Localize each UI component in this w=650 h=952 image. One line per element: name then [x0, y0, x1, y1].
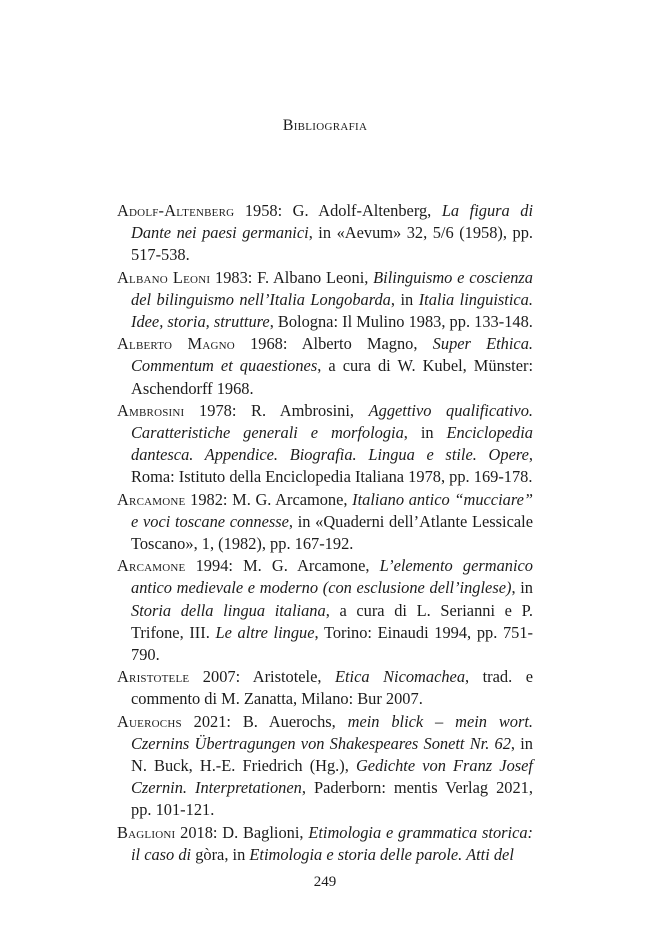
entry-text: , in	[511, 578, 533, 598]
entry-author-key: Auerochs	[117, 711, 182, 731]
entry-title-italic: Gedichte von Franz Josef Czernin. Interpretationen	[131, 756, 533, 798]
entry-text: , a cura di W. Kubel, Münster: Aschendorff 1968.	[131, 356, 533, 398]
entry-title-italic: La figura di Dante nei paesi germanici	[131, 201, 533, 243]
entry-title-italic: Etimologia e storia delle parole. Atti del	[249, 844, 514, 864]
entry-text: 1983: F. Albano Leoni,	[210, 267, 374, 287]
entry-text: 1978: R. Ambrosini,	[184, 400, 369, 420]
entry-text: , in	[403, 423, 447, 443]
entry-author-key: Arcamone	[117, 489, 186, 509]
page-number: 249	[313, 874, 337, 890]
entry-title-italic: Etica Nicomachea	[334, 667, 466, 687]
entry-author-key: Aristotele	[117, 667, 190, 687]
entry-text: , in «Aevum» 32, 5/6 (1958), pp. 517-538.	[131, 223, 533, 265]
entry-text: gòra, in	[191, 844, 250, 864]
bibliography-entry-arcamone1982	[117, 489, 533, 556]
entry-text: , in N. Buck, H.-E. Friedrich (Hg.),	[131, 733, 533, 776]
entry-text: , a cura di L. Serianni e P. Trifone, III.	[131, 600, 533, 642]
bibliography-entry-arcamone1994	[117, 555, 533, 666]
running-header: Bibliografia	[282, 117, 368, 134]
entry-author-key: Ambrosini	[117, 400, 185, 420]
entry-text: 1994: M. G. Arcamone,	[185, 556, 380, 576]
entry-author-key: Alberto Magno	[117, 334, 235, 354]
entry-title-italic: Bilinguismo e coscienza del bilinguismo nell’Italia Longobarda	[131, 267, 533, 309]
entry-author-key: Baglioni	[117, 822, 176, 842]
bibliography-entry-auerochs	[117, 711, 533, 822]
entry-text: 1982: M. G. Arcamone,	[185, 489, 353, 509]
entry-text: 2021: B. Auerochs,	[181, 711, 348, 731]
entry-title-italic: Italiano antico “mucciare” e voci toscane connesse	[131, 489, 533, 531]
entry-title-italic: Super Ethica. Commentum et quaestiones	[131, 334, 533, 376]
entry-text: , Torino: Einaudi 1994, pp. 751-790.	[131, 622, 534, 665]
bibliography-entry-alberto	[117, 333, 533, 400]
entry-title-italic: L’elemento germanico antico medievale e moderno (con esclusione dell’inglese)	[131, 556, 533, 598]
bibliography-entry-baglioni	[117, 822, 533, 866]
bibliography-entry-ambrosini	[117, 400, 533, 489]
entry-title-italic: Italia linguistica. Idee, storia, strutture	[131, 289, 533, 332]
entry-title-italic: Etimologia e grammatica storica: il caso di	[131, 822, 534, 864]
entry-author-key: Arcamone	[117, 556, 186, 576]
entry-text: 2018: D. Baglioni,	[175, 822, 309, 842]
entry-text: , in	[390, 289, 419, 309]
entry-title-italic: Aggettivo qualificativo. Caratteristiche generali e morfologia	[131, 400, 533, 443]
bibliography-entry-aristotele	[117, 666, 533, 710]
entry-title-italic: Storia della lingua italiana	[131, 600, 326, 620]
entry-text: 2007: Aristotele,	[189, 667, 335, 687]
entry-text: , trad. e commento di M. Zanatta, Milano: Bur 2007.	[131, 667, 533, 709]
bibliography-entry-adolf	[117, 200, 533, 267]
bibliography-list	[117, 200, 533, 866]
entry-text: 1968: Alberto Magno,	[234, 334, 433, 354]
entry-author-key: Albano Leoni	[117, 267, 211, 287]
entry-author-key: Adolf-Altenberg	[117, 201, 235, 220]
entry-text: , Bologna: Il Mulino 1983, pp. 133-148.	[269, 312, 533, 332]
entry-title-italic: Enciclopedia dantesca. Appendice. Biografia. Lingua e stile. Opere	[131, 423, 533, 465]
entry-text: , in «Quaderni dell’Atlante Lessicale Toscano», 1, (1982), pp. 167-192.	[131, 511, 533, 554]
entry-text: 1958: G. Adolf-Altenberg,	[234, 201, 442, 220]
entry-text: , Paderborn: mentis Verlag 2021, pp. 101-121.	[131, 778, 533, 820]
entry-title-italic: Le altre lingue	[215, 622, 315, 642]
entry-text: , Roma: Istituto della Enciclopedia Italiana 1978, pp. 169-178.	[131, 445, 533, 487]
entry-title-italic: mein blick – mein wort. Czernins Übertragungen von Shakespeares Sonett Nr. 62	[131, 711, 533, 753]
bibliography-entry-albano	[117, 267, 533, 334]
